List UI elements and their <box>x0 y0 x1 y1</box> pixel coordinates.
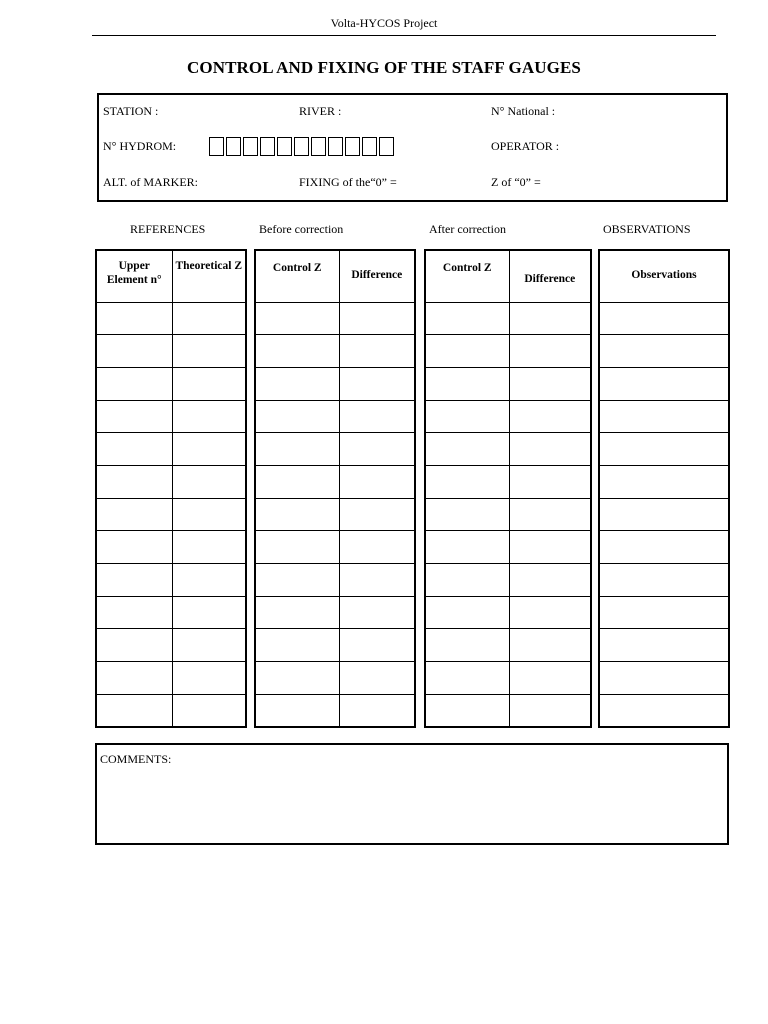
table-row <box>599 302 729 335</box>
form-cell[interactable] <box>425 302 509 335</box>
table-row <box>425 498 591 531</box>
form-cell[interactable] <box>255 629 339 662</box>
hydrom-digit-box[interactable] <box>294 137 309 156</box>
form-cell[interactable] <box>172 498 246 531</box>
marker-altitude-label: ALT. of MARKER: <box>103 175 199 189</box>
form-cell[interactable] <box>425 433 509 466</box>
form-cell[interactable] <box>96 335 172 368</box>
form-cell[interactable] <box>509 564 591 597</box>
table-row <box>96 662 246 695</box>
form-cell[interactable] <box>96 596 172 629</box>
table-row <box>425 433 591 466</box>
form-cell[interactable] <box>509 596 591 629</box>
form-cell[interactable] <box>339 531 415 564</box>
table-row <box>96 694 246 727</box>
hydrom-digit-box[interactable] <box>226 137 241 156</box>
table-row <box>96 400 246 433</box>
after-correction-heading: After correction <box>429 222 506 236</box>
form-cell[interactable] <box>599 400 729 433</box>
form-cell[interactable] <box>255 564 339 597</box>
observations-header: Observations <box>599 250 729 302</box>
table-row <box>255 564 415 597</box>
after-correction-table <box>424 249 592 728</box>
form-cell[interactable] <box>96 694 172 727</box>
form-cell[interactable] <box>172 465 246 498</box>
hydrom-digit-box[interactable] <box>328 137 343 156</box>
form-cell[interactable] <box>509 531 591 564</box>
form-cell[interactable] <box>255 662 339 695</box>
form-cell[interactable] <box>96 531 172 564</box>
comments-box[interactable] <box>95 743 729 845</box>
table-row <box>96 433 246 466</box>
table-row <box>599 694 729 727</box>
table-row <box>255 694 415 727</box>
form-cell[interactable] <box>96 465 172 498</box>
form-cell[interactable] <box>425 465 509 498</box>
form-cell[interactable] <box>599 433 729 466</box>
hydrom-digit-box[interactable] <box>362 137 377 156</box>
form-cell[interactable] <box>339 662 415 695</box>
form-cell[interactable] <box>255 367 339 400</box>
form-cell[interactable] <box>599 531 729 564</box>
form-cell[interactable] <box>509 662 591 695</box>
page-title: CONTROL AND FIXING OF THE STAFF GAUGES <box>187 58 581 77</box>
table-row <box>425 662 591 695</box>
table-row <box>96 367 246 400</box>
form-cell[interactable] <box>509 433 591 466</box>
national-number-label: N° National : <box>491 104 556 118</box>
form-cell[interactable] <box>172 694 246 727</box>
form-cell[interactable] <box>339 335 415 368</box>
table-row <box>425 629 591 662</box>
form-cell[interactable] <box>172 531 246 564</box>
form-cell[interactable] <box>509 498 591 531</box>
hydrom-label: N° HYDROM: <box>103 139 177 153</box>
control-z-after-header: Control Z <box>425 250 509 302</box>
table-row <box>425 465 591 498</box>
table-row <box>255 367 415 400</box>
form-cell[interactable] <box>425 400 509 433</box>
before-correction-table <box>254 249 416 728</box>
form-cell[interactable] <box>509 694 591 727</box>
form-cell[interactable] <box>172 629 246 662</box>
form-cell[interactable] <box>172 367 246 400</box>
station-label: STATION : <box>103 104 159 118</box>
form-cell[interactable] <box>425 531 509 564</box>
table-row <box>255 335 415 368</box>
table-row <box>425 335 591 368</box>
table-row <box>599 465 729 498</box>
form-cell[interactable] <box>172 302 246 335</box>
table-row <box>96 531 246 564</box>
table-row <box>599 400 729 433</box>
form-cell[interactable] <box>96 400 172 433</box>
form-cell[interactable] <box>255 498 339 531</box>
form-cell[interactable] <box>599 596 729 629</box>
table-row <box>599 564 729 597</box>
form-cell[interactable] <box>172 433 246 466</box>
form-cell[interactable] <box>96 498 172 531</box>
table-row <box>255 629 415 662</box>
table-row <box>425 400 591 433</box>
table-row <box>96 465 246 498</box>
form-cell[interactable] <box>255 400 339 433</box>
table-row <box>96 302 246 335</box>
form-cell[interactable] <box>425 629 509 662</box>
form-cell[interactable] <box>509 335 591 368</box>
form-cell[interactable] <box>599 629 729 662</box>
form-cell[interactable] <box>599 335 729 368</box>
table-row <box>599 335 729 368</box>
form-cell[interactable] <box>599 694 729 727</box>
hydrom-digit-boxes[interactable] <box>209 137 396 156</box>
table-row <box>96 564 246 597</box>
table-row <box>425 694 591 727</box>
table-row <box>599 367 729 400</box>
form-cell[interactable] <box>255 302 339 335</box>
before-correction-heading: Before correction <box>259 222 344 236</box>
form-cell[interactable] <box>425 662 509 695</box>
hydrom-digit-box[interactable] <box>379 137 394 156</box>
zero-z-label: Z of “0” = <box>491 175 541 189</box>
form-cell[interactable] <box>255 531 339 564</box>
observations-heading: OBSERVATIONS <box>603 222 691 236</box>
form-cell[interactable] <box>599 302 729 335</box>
form-cell[interactable] <box>172 662 246 695</box>
theoretical-z-header: Theoretical Z <box>172 250 246 302</box>
difference-before-header: Difference <box>339 250 415 302</box>
table-row <box>96 596 246 629</box>
hydrom-digit-box[interactable] <box>311 137 326 156</box>
form-cell[interactable] <box>96 662 172 695</box>
table-row <box>96 629 246 662</box>
form-cell[interactable] <box>339 465 415 498</box>
table-row <box>599 531 729 564</box>
form-cell[interactable] <box>255 465 339 498</box>
operator-label: OPERATOR : <box>491 139 560 153</box>
form-cell[interactable] <box>599 498 729 531</box>
form-cell[interactable] <box>509 465 591 498</box>
form-cell[interactable] <box>96 433 172 466</box>
table-row <box>255 465 415 498</box>
running-header: Volta-HYCOS Project <box>330 16 438 30</box>
form-cell[interactable] <box>599 564 729 597</box>
form-cell[interactable] <box>339 596 415 629</box>
table-row <box>255 498 415 531</box>
table-row <box>599 662 729 695</box>
references-heading: REFERENCES <box>130 222 206 236</box>
zero-fixing-label: FIXING of the“0” = <box>299 175 397 189</box>
form-cell[interactable] <box>96 629 172 662</box>
form-cell[interactable] <box>255 596 339 629</box>
form-cell[interactable] <box>425 335 509 368</box>
table-row <box>599 596 729 629</box>
form-cell[interactable] <box>599 465 729 498</box>
hydrom-digit-box[interactable] <box>243 137 258 156</box>
form-cell[interactable] <box>509 400 591 433</box>
comments-label: COMMENTS: <box>100 752 172 766</box>
observations-table <box>598 249 730 728</box>
form-cell[interactable] <box>599 367 729 400</box>
table-row <box>425 302 591 335</box>
form-cell[interactable] <box>172 335 246 368</box>
form-cell[interactable] <box>172 596 246 629</box>
form-cell[interactable] <box>599 662 729 695</box>
table-row <box>255 596 415 629</box>
form-cell[interactable] <box>172 564 246 597</box>
form-cell[interactable] <box>255 433 339 466</box>
form-cell[interactable] <box>509 367 591 400</box>
table-row <box>255 531 415 564</box>
table-row <box>425 596 591 629</box>
form-cell[interactable] <box>255 335 339 368</box>
table-row <box>96 335 246 368</box>
hydrom-digit-box[interactable] <box>277 137 292 156</box>
form-cell[interactable] <box>339 629 415 662</box>
hydrom-digit-box[interactable] <box>209 137 224 156</box>
form-cell[interactable] <box>96 367 172 400</box>
form-cell[interactable] <box>339 564 415 597</box>
table-row <box>425 531 591 564</box>
hydrom-digit-box[interactable] <box>345 137 360 156</box>
control-z-before-header: Control Z <box>255 250 339 302</box>
table-row <box>255 433 415 466</box>
hydrom-digit-box[interactable] <box>260 137 275 156</box>
difference-after-header: Difference <box>509 250 591 302</box>
form-cell[interactable] <box>425 694 509 727</box>
table-row <box>599 433 729 466</box>
table-row <box>425 564 591 597</box>
table-row <box>255 662 415 695</box>
form-cell[interactable] <box>509 629 591 662</box>
table-row <box>255 302 415 335</box>
form-cell[interactable] <box>255 694 339 727</box>
table-row <box>599 498 729 531</box>
form-cell[interactable] <box>425 367 509 400</box>
table-row <box>255 400 415 433</box>
references-table <box>95 249 247 728</box>
form-cell[interactable] <box>339 498 415 531</box>
form-cell[interactable] <box>96 564 172 597</box>
header-rule <box>92 35 716 36</box>
form-cell[interactable] <box>425 596 509 629</box>
form-cell[interactable] <box>339 433 415 466</box>
table-row <box>96 498 246 531</box>
form-cell[interactable] <box>96 302 172 335</box>
form-cell[interactable] <box>339 694 415 727</box>
form-cell[interactable] <box>509 302 591 335</box>
form-cell[interactable] <box>339 400 415 433</box>
form-cell[interactable] <box>339 302 415 335</box>
form-cell[interactable] <box>425 498 509 531</box>
upper-element-header: Upper Element n° <box>96 250 172 302</box>
table-row <box>425 367 591 400</box>
form-cell[interactable] <box>172 400 246 433</box>
table-row <box>599 629 729 662</box>
form-cell[interactable] <box>425 564 509 597</box>
form-cell[interactable] <box>339 367 415 400</box>
river-label: RIVER : <box>299 104 342 118</box>
